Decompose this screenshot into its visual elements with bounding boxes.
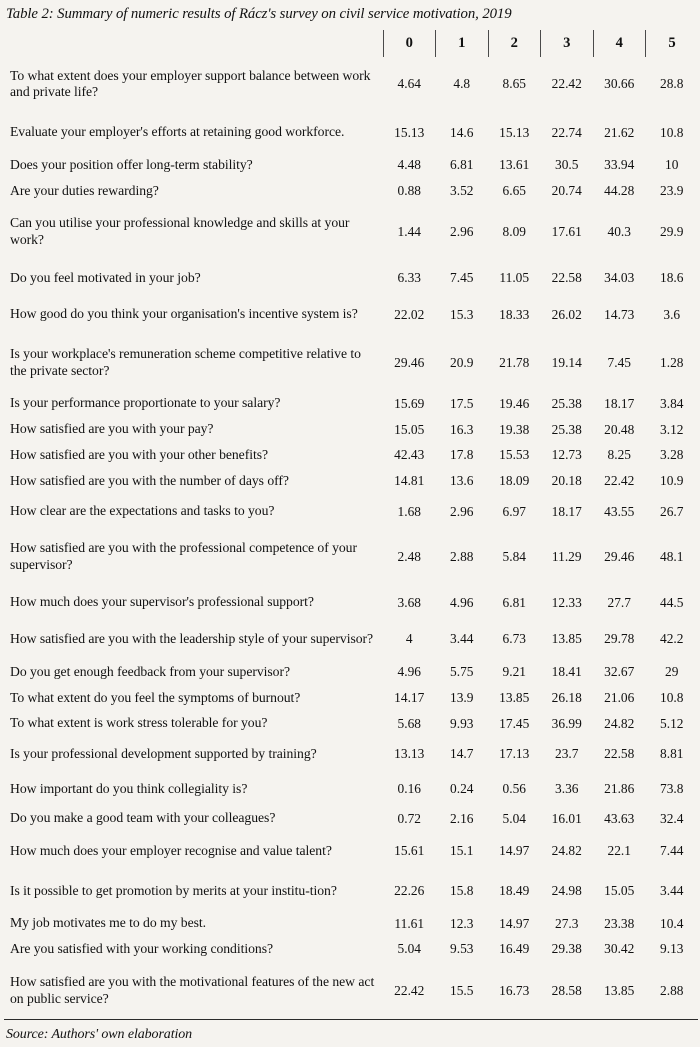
- value-cell-4: 18.17: [604, 395, 635, 411]
- value-cell-2: 8.65: [502, 76, 526, 92]
- table-row: [4, 295, 698, 335]
- value-cell-5: 28.8: [660, 76, 684, 92]
- value-cell-2: 14.97: [499, 915, 530, 931]
- value-cell-5: 3.84: [660, 395, 684, 411]
- question-cell: How much does your supervisor's professional support?: [10, 594, 314, 610]
- question-cell: Does your position offer long-term stability?: [10, 156, 253, 172]
- column-header-5: 5: [646, 30, 699, 57]
- value-cell-5: 2.88: [646, 963, 699, 1020]
- value-cell-1: 0.24: [450, 780, 474, 796]
- value-cell-0: 14.81: [394, 472, 425, 488]
- value-cell-2: 6.73: [502, 631, 526, 647]
- value-cell-2: 21.78: [499, 354, 530, 370]
- table-caption: Table 2: Summary of numeric results of Rácz's survey on civil service motivation, 2019: [6, 6, 512, 22]
- table-row: [4, 937, 698, 963]
- value-cell-0: 0.72: [397, 810, 421, 826]
- question-cell: How satisfied are you with the leadership style of your supervisor?: [10, 631, 374, 647]
- table-body: [4, 57, 698, 1020]
- value-cell-4: 15.05: [604, 883, 635, 899]
- value-cell-5: 48.1: [660, 548, 684, 564]
- value-cell-0: 4: [405, 631, 413, 647]
- value-cell-3: 22.58: [551, 270, 582, 286]
- value-cell-1: 6.81: [450, 157, 474, 173]
- value-cell-5: 23.9: [660, 182, 684, 198]
- value-cell-1: 17.5: [450, 395, 474, 411]
- value-cell-3: 11.29: [551, 548, 582, 564]
- value-cell-2: 5.04: [502, 810, 526, 826]
- value-cell-1: 16.3: [450, 421, 474, 437]
- value-cell-2: 14.97: [499, 843, 530, 859]
- value-cell-4: 21.86: [604, 780, 635, 796]
- value-cell-4: 29.78: [604, 631, 635, 647]
- value-cell-2: 13.61: [499, 157, 530, 173]
- value-cell-5: 3.28: [660, 447, 684, 463]
- value-cell-3: 3.36: [555, 780, 579, 796]
- header-row: [4, 30, 698, 57]
- question-cell: To what extent is work stress tolerable for you?: [10, 715, 268, 731]
- value-cell-0: 5.68: [397, 715, 421, 731]
- value-cell-3: 22.74: [551, 124, 582, 140]
- value-cell-5: 73.8: [660, 780, 684, 796]
- value-cell-3: 27.3: [555, 915, 579, 931]
- question-cell: Do you get enough feedback from your supervisor?: [10, 663, 291, 679]
- table-row: [4, 660, 698, 686]
- value-cell-4: 40.3: [607, 223, 631, 239]
- value-cell-3: 12.33: [551, 594, 582, 610]
- value-cell-4: 43.55: [604, 503, 635, 519]
- value-cell-4: 29.46: [604, 548, 635, 564]
- value-cell-2: 15.13: [499, 124, 530, 140]
- value-cell-1: 17.8: [450, 447, 474, 463]
- value-cell-3: 13.85: [551, 631, 582, 647]
- question-cell: Is your performance proportionate to your salary?: [10, 395, 281, 411]
- value-cell-1: 3.44: [450, 631, 474, 647]
- value-cell-3: 18.41: [551, 664, 582, 680]
- table-row: [4, 443, 698, 469]
- value-cell-2: 15.53: [499, 447, 530, 463]
- table-row: [4, 620, 698, 660]
- column-header-2: 2: [488, 30, 541, 57]
- question-cell: Is your workplace's remuneration scheme competitive relative to the private sector?: [10, 346, 361, 378]
- value-cell-5: 1.28: [660, 354, 684, 370]
- question-cell: How satisfied are you with the number of days off?: [10, 472, 289, 488]
- value-cell-1: 14.6: [450, 124, 474, 140]
- value-cell-4: 21.06: [604, 689, 635, 705]
- value-cell-0: 42.43: [394, 447, 425, 463]
- value-cell-2: 17.45: [499, 715, 530, 731]
- value-cell-0: 2.48: [397, 548, 421, 564]
- value-cell-0: 4.48: [397, 157, 421, 173]
- value-cell-4: 44.28: [604, 182, 635, 198]
- value-cell-0: 22.02: [394, 306, 425, 322]
- value-cell-0: 0.16: [397, 780, 421, 796]
- question-cell: How satisfied are you with the motivational features of the new act on public service?: [4, 963, 383, 1020]
- value-cell-0: 14.17: [394, 689, 425, 705]
- value-cell-5: 29: [665, 664, 679, 680]
- question-cell: Can you utilise your professional knowledge and skills at your work?: [10, 215, 350, 247]
- value-cell-1: 20.9: [450, 354, 474, 370]
- question-cell: How clear are the expectations and tasks to you?: [10, 503, 275, 519]
- value-cell-1: 13.9: [450, 689, 474, 705]
- value-cell-5: 10.4: [660, 915, 684, 931]
- value-cell-2: 5.84: [502, 548, 526, 564]
- value-cell-4: 30.66: [604, 76, 635, 92]
- value-cell-2: 11.05: [499, 270, 530, 286]
- value-cell-3: 18.17: [551, 503, 582, 519]
- value-cell-2: 19.46: [499, 395, 530, 411]
- value-cell-4: 20.48: [604, 421, 635, 437]
- value-cell-3: 24.82: [551, 843, 582, 859]
- value-cell-3: 17.61: [551, 223, 582, 239]
- value-cell-2: 0.56: [502, 780, 526, 796]
- value-cell-1: 4.96: [450, 594, 474, 610]
- table-row: [4, 494, 698, 529]
- value-cell-0: 13.13: [394, 746, 425, 762]
- value-cell-3: 26.18: [551, 689, 582, 705]
- table-row: [4, 113, 698, 153]
- value-cell-1: 13.6: [450, 472, 474, 488]
- value-cell-0: 1.68: [397, 503, 421, 519]
- question-cell: How satisfied are you with your pay?: [10, 421, 214, 437]
- table-row: [4, 737, 698, 772]
- value-cell-5: 10.8: [660, 689, 684, 705]
- value-cell-5: 8.81: [660, 746, 684, 762]
- value-cell-3: 29.38: [551, 941, 582, 957]
- value-cell-0: 22.42: [383, 963, 436, 1020]
- value-cell-1: 12.3: [450, 915, 474, 931]
- value-cell-4: 7.45: [607, 354, 631, 370]
- table-row: [4, 261, 698, 296]
- value-cell-3: 20.18: [551, 472, 582, 488]
- value-cell-1: 2.16: [450, 810, 474, 826]
- value-cell-3: 22.42: [551, 76, 582, 92]
- value-cell-1: 15.5: [436, 963, 489, 1020]
- question-cell: To what extent do you feel the symptoms of burnout?: [10, 689, 301, 705]
- question-cell: Are you satisfied with your working conditions?: [10, 941, 273, 957]
- value-cell-1: 15.8: [450, 883, 474, 899]
- value-cell-4: 27.7: [607, 594, 631, 610]
- question-cell: Do you make a good team with your colleagues?: [10, 810, 276, 826]
- value-cell-3: 23.7: [555, 746, 579, 762]
- value-cell-3: 26.02: [551, 306, 582, 322]
- value-cell-5: 26.7: [660, 503, 684, 519]
- question-cell: Do you feel motivated in your job?: [10, 269, 201, 285]
- table-row: [4, 204, 698, 260]
- question-cell: How good do you think your organisation's incentive system is?: [10, 306, 358, 322]
- value-cell-1: 7.45: [450, 270, 474, 286]
- value-cell-0: 4.96: [397, 664, 421, 680]
- table-row: [4, 686, 698, 712]
- value-cell-3: 12.73: [551, 447, 582, 463]
- table-row: [4, 872, 698, 912]
- value-cell-0: 5.04: [397, 941, 421, 957]
- value-cell-5: 18.6: [660, 270, 684, 286]
- question-cell: To what extent does your employer support balance between work and private life?: [10, 67, 371, 100]
- column-header-1: 1: [436, 30, 489, 57]
- value-cell-2: 6.65: [502, 182, 526, 198]
- question-cell: My job motivates me to do my best.: [10, 915, 206, 931]
- value-cell-2: 16.49: [499, 941, 530, 957]
- table-row: [4, 963, 698, 1020]
- value-cell-0: 3.68: [397, 594, 421, 610]
- value-cell-0: 15.13: [394, 124, 425, 140]
- value-cell-4: 14.73: [604, 306, 635, 322]
- survey-results-table: [4, 30, 698, 1021]
- table-row: [4, 806, 698, 832]
- value-cell-2: 6.81: [502, 594, 526, 610]
- value-cell-0: 6.33: [397, 270, 421, 286]
- value-cell-3: 25.38: [551, 395, 582, 411]
- question-cell: How much does your employer recognise and value talent?: [10, 843, 332, 859]
- value-cell-5: 42.2: [660, 631, 684, 647]
- value-cell-5: 3.44: [660, 883, 684, 899]
- value-cell-4: 43.63: [604, 810, 635, 826]
- table-row: [4, 772, 698, 807]
- value-cell-0: 29.46: [394, 354, 425, 370]
- value-cell-2: 16.73: [488, 963, 541, 1020]
- value-cell-3: 20.74: [551, 182, 582, 198]
- value-cell-2: 18.49: [499, 883, 530, 899]
- table-row: [4, 911, 698, 937]
- table-row: [4, 832, 698, 872]
- value-cell-2: 17.13: [499, 746, 530, 762]
- value-cell-1: 4.8: [453, 76, 471, 92]
- value-cell-4: 13.85: [593, 963, 646, 1020]
- value-cell-5: 7.44: [660, 843, 684, 859]
- value-cell-4: 32.67: [604, 664, 635, 680]
- question-cell: Is your professional development supported by training?: [10, 745, 317, 761]
- question-cell: Is it possible to get promotion by merits at your institu-tion?: [10, 882, 337, 898]
- value-cell-0: 4.64: [397, 76, 421, 92]
- value-cell-4: 23.38: [604, 915, 635, 931]
- table-header: [4, 30, 698, 57]
- value-cell-3: 24.98: [551, 883, 582, 899]
- table-row: [4, 391, 698, 417]
- question-cell: Evaluate your employer's efforts at retaining good workforce.: [10, 124, 345, 140]
- value-cell-0: 0.88: [397, 182, 421, 198]
- value-cell-3: 28.58: [541, 963, 594, 1020]
- table-row: [4, 179, 698, 205]
- value-cell-1: 2.96: [450, 223, 474, 239]
- value-cell-1: 3.52: [450, 182, 474, 198]
- value-cell-5: 32.4: [660, 810, 684, 826]
- column-header-4: 4: [593, 30, 646, 57]
- value-cell-4: 22.1: [607, 843, 631, 859]
- value-cell-3: 36.99: [551, 715, 582, 731]
- value-cell-3: 25.38: [551, 421, 582, 437]
- table-row: [4, 153, 698, 179]
- column-header-question: [4, 30, 383, 57]
- value-cell-5: 29.9: [660, 223, 684, 239]
- table-row: [4, 529, 698, 585]
- value-cell-4: 8.25: [607, 447, 631, 463]
- value-cell-3: 30.5: [555, 157, 579, 173]
- value-cell-2: 8.09: [502, 223, 526, 239]
- value-cell-2: 19.38: [499, 421, 530, 437]
- value-cell-0: 15.05: [394, 421, 425, 437]
- value-cell-4: 30.42: [604, 941, 635, 957]
- value-cell-1: 15.3: [450, 306, 474, 322]
- value-cell-1: 9.53: [450, 941, 474, 957]
- value-cell-1: 2.96: [450, 503, 474, 519]
- value-cell-3: 16.01: [551, 810, 582, 826]
- value-cell-2: 18.33: [499, 306, 530, 322]
- question-cell: Are your duties rewarding?: [10, 182, 159, 198]
- value-cell-2: 9.21: [502, 664, 526, 680]
- value-cell-3: 19.14: [551, 354, 582, 370]
- value-cell-5: 10: [665, 157, 679, 173]
- value-cell-2: 18.09: [499, 472, 530, 488]
- value-cell-5: 44.5: [660, 594, 684, 610]
- table-row: [4, 469, 698, 495]
- value-cell-2: 13.85: [499, 689, 530, 705]
- value-cell-1: 15.1: [450, 843, 474, 859]
- table-row: [4, 417, 698, 443]
- value-cell-5: 10.8: [660, 124, 684, 140]
- value-cell-0: 15.61: [394, 843, 425, 859]
- column-header-3: 3: [541, 30, 594, 57]
- value-cell-5: 5.12: [660, 715, 684, 731]
- value-cell-4: 33.94: [604, 157, 635, 173]
- table-row: [4, 711, 698, 737]
- value-cell-2: 6.97: [502, 503, 526, 519]
- value-cell-1: 9.93: [450, 715, 474, 731]
- column-header-0: 0: [383, 30, 436, 57]
- value-cell-0: 22.26: [394, 883, 425, 899]
- question-cell: How satisfied are you with your other benefits?: [10, 446, 269, 462]
- table-row: [4, 335, 698, 391]
- source-note: Source: Authors' own elaboration: [6, 1027, 193, 1043]
- value-cell-0: 15.69: [394, 395, 425, 411]
- value-cell-1: 14.7: [450, 746, 474, 762]
- question-cell: How important do you think collegiality is?: [10, 780, 248, 796]
- value-cell-4: 22.42: [604, 472, 635, 488]
- question-cell: How satisfied are you with the professional competence of your supervisor?: [10, 540, 357, 572]
- value-cell-5: 9.13: [660, 941, 684, 957]
- value-cell-5: 3.12: [660, 421, 684, 437]
- value-cell-5: 3.6: [663, 306, 681, 322]
- value-cell-0: 1.44: [397, 223, 421, 239]
- value-cell-0: 11.61: [394, 915, 425, 931]
- table-row: [4, 57, 698, 113]
- value-cell-4: 34.03: [604, 270, 635, 286]
- value-cell-1: 5.75: [450, 664, 474, 680]
- value-cell-5: 10.9: [660, 472, 684, 488]
- table-row: [4, 585, 698, 620]
- value-cell-4: 22.58: [604, 746, 635, 762]
- value-cell-1: 2.88: [450, 548, 474, 564]
- value-cell-4: 24.82: [604, 715, 635, 731]
- value-cell-4: 21.62: [604, 124, 635, 140]
